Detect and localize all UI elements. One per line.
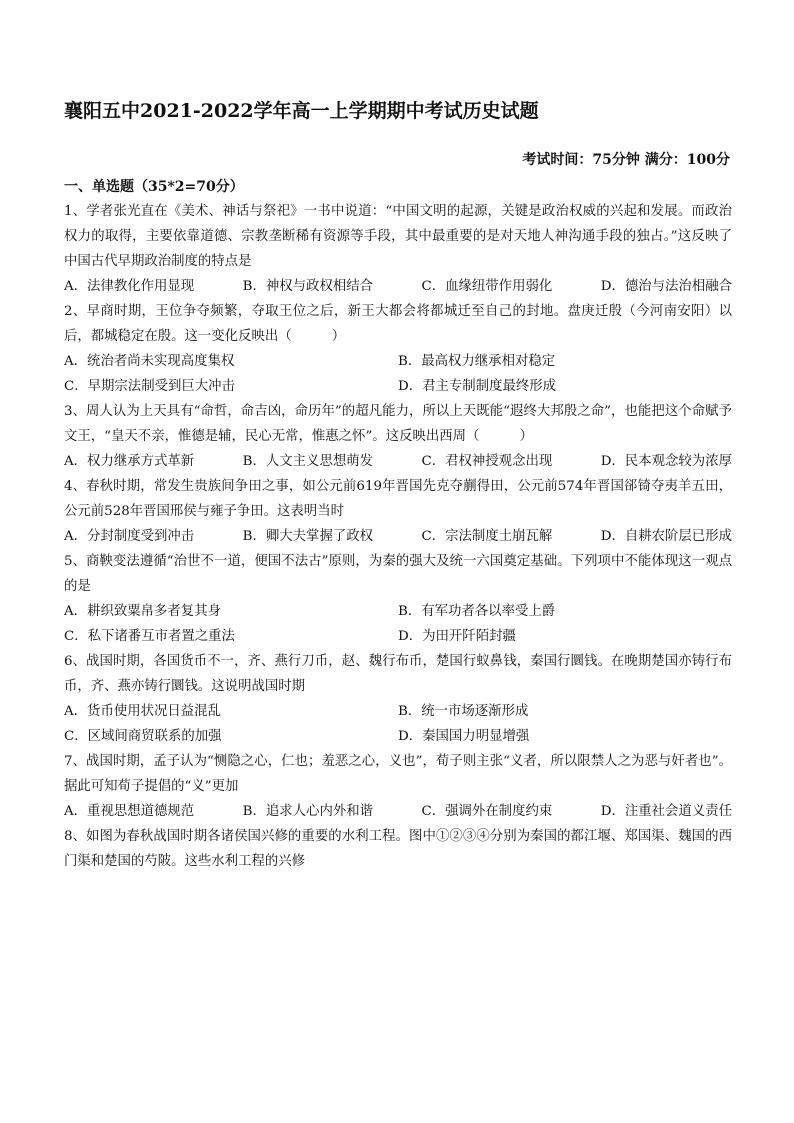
option-a[interactable]: A．法律教化作用显现 (64, 279, 195, 294)
question-stem: 8、如图为春秋战国时期各诸侯国兴修的重要的水利工程。图中①②③④分别为秦国的都江堰、郑国渠、魏国的西门渠和楚国的芍陂。这些水利工程的兴修 (64, 829, 732, 869)
option-row (64, 524, 732, 549)
question-stem: 5、商鞅变法遵循“治世不一道，便国不法古”原则，为秦的强大及统一六国奠定基础。下列项中不能体现这一观点的是 (64, 554, 732, 594)
question-6 (64, 649, 732, 749)
question-stem: 7、战国时期，孟子认为“恻隐之心，仁也；羞恶之心，义也”，荀子则主张“义者，所以限禁人之为恶与奸者也”。据此可知荀子提倡的“义”更加 (64, 754, 732, 794)
option-b[interactable]: B．有军功者各以率受上爵 (398, 604, 556, 619)
option-b[interactable]: B．追求人心内外和谐 (242, 804, 374, 819)
option-c[interactable]: C．区域间商贸联系的加强 (64, 729, 222, 744)
question-stem: 6、战国时期，各国货币不一，齐、燕行刀币，赵、魏行布币，楚国行蚁鼻钱，秦国行圜钱。在晚期楚国亦铸行布币，齐、燕亦铸行圜钱。这说明战国时期 (64, 654, 732, 694)
question-stem: 4、春秋时期，常发生贵族间争田之事，如公元前619年晋国先克夺蒯得田，公元前574年晋国郤锜夺夷羊五田，公元前528年晋国邢侯与雍子争田。这表明当时 (64, 479, 732, 519)
question-4 (64, 474, 732, 549)
question-list (64, 199, 732, 874)
option-b[interactable]: B．统一市场逐渐形成 (398, 704, 529, 719)
question-8 (64, 824, 732, 874)
option-c[interactable]: C．强调外在制度约束 (421, 804, 553, 819)
option-a[interactable]: A．分封制度受到冲击 (64, 529, 195, 544)
option-c[interactable]: C．私下诸番互市者置之重法 (64, 629, 235, 644)
option-d[interactable]: D．君主专制制度最终形成 (398, 379, 557, 394)
option-d[interactable]: D．为田开阡陌封疆 (398, 629, 516, 644)
option-row (64, 274, 732, 299)
question-stem: 2、早商时期，王位争夺频繁，夺取王位之后，新王大都会将都城迁至自己的封地。盘庚迁殷（今河南安阳）以后，都城稳定在殷。这一变化反映出（ ） (64, 304, 732, 344)
question-stem: 3、周人认为上天具有“命哲，命吉凶，命历年”的超凡能力，所以上天既能“遐终大邦殷之命”，也能把这个命赋予文王，“皇天不亲，惟德是辅，民心无常，惟惠之怀”。这反映出西周（ ） (64, 404, 732, 444)
option-c[interactable]: C．宗法制度土崩瓦解 (421, 529, 553, 544)
option-a[interactable]: A．统治者尚未实现高度集权 (64, 354, 235, 369)
option-c[interactable]: C．君权神授观念出现 (421, 454, 553, 469)
option-a[interactable]: A．耕织致粟帛多者复其身 (64, 604, 221, 619)
question-1 (64, 199, 732, 299)
option-a[interactable]: A．货币使用状况日益混乱 (64, 704, 221, 719)
option-a[interactable]: A．重视思想道德规范 (64, 804, 195, 819)
question-5 (64, 549, 732, 649)
option-a[interactable]: A．权力继承方式革新 (64, 454, 195, 469)
option-row (64, 449, 732, 474)
question-7 (64, 749, 732, 824)
option-d[interactable]: D．注重社会道义责任 (600, 804, 732, 819)
question-3 (64, 399, 732, 474)
option-d[interactable]: D．德治与法治相融合 (600, 279, 732, 294)
option-row (64, 799, 732, 824)
option-d[interactable]: D．民本观念较为浓厚 (600, 454, 732, 469)
option-b[interactable]: B．人文主义思想萌发 (242, 454, 374, 469)
section-heading: 一、单选题（35*2=70分） (64, 179, 244, 195)
option-grid (64, 699, 732, 749)
question-2 (64, 299, 732, 399)
question-stem: 1、学者张光直在《美术、神话与祭祀》一书中说道：“中国文明的起源，关键是政治权威的兴起和发展。而政治权力的取得，主要依靠道德、宗教垄断稀有资源等手段，其中最重要的是对天地人神沟通手段的独占。”这反映了中国古代早期政治制度的特点是 (64, 204, 732, 269)
option-d[interactable]: D．秦国国力明显增强 (398, 729, 530, 744)
option-d[interactable]: D．自耕农阶层已形成 (600, 529, 732, 544)
option-b[interactable]: B．最高权力继承相对稳定 (398, 354, 556, 369)
option-c[interactable]: C．血缘纽带作用弱化 (421, 279, 553, 294)
option-grid (64, 599, 732, 649)
exam-meta: 考试时间：75分钟 满分：100分 (522, 152, 730, 168)
option-grid (64, 349, 732, 399)
option-b[interactable]: B．卿大夫掌握了政权 (242, 529, 374, 544)
option-c[interactable]: C．早期宗法制受到巨大冲击 (64, 379, 235, 394)
exam-title: 襄阳五中2021-2022学年高一上学期期中考试历史试题 (64, 100, 539, 122)
option-b[interactable]: B．神权与政权相结合 (242, 279, 374, 294)
